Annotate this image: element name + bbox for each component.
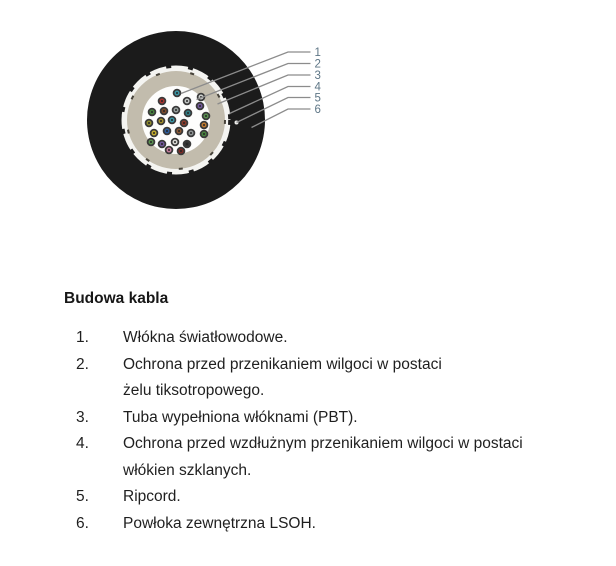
fiber-core bbox=[183, 122, 185, 124]
item-number: 5. bbox=[76, 488, 89, 505]
fiber-core bbox=[186, 143, 188, 145]
section-heading: Budowa kabla bbox=[64, 290, 169, 307]
item-text-line: Powłoka zewnętrzna LSOH. bbox=[123, 514, 316, 532]
item-number: 4. bbox=[76, 435, 89, 452]
fiber-core bbox=[161, 143, 163, 145]
fiber-core bbox=[148, 122, 150, 124]
fiber-core bbox=[186, 100, 188, 102]
callout-label: 2 bbox=[314, 58, 321, 71]
fiber-core bbox=[174, 141, 176, 143]
fiber-core bbox=[180, 150, 182, 152]
fiber-core bbox=[176, 92, 178, 94]
fiber-core bbox=[153, 132, 155, 134]
list-item bbox=[0, 431, 616, 484]
fiber-core bbox=[171, 119, 173, 121]
item-text-line: włókien szklanych. bbox=[123, 461, 252, 479]
list-item bbox=[0, 511, 616, 538]
callout-label: 6 bbox=[314, 104, 321, 116]
item-text bbox=[123, 511, 316, 538]
callout-label: 3 bbox=[314, 70, 321, 82]
fiber-core bbox=[203, 124, 205, 126]
fiber-core bbox=[168, 149, 170, 151]
item-text bbox=[123, 325, 288, 352]
item-text-line: Ochrona przed przenikaniem wilgoci w postaci bbox=[123, 355, 442, 373]
item-text-line: Ripcord. bbox=[123, 488, 181, 505]
item-number: 1. bbox=[76, 329, 89, 346]
cable-cross-section-diagram bbox=[0, 0, 616, 260]
fiber-core bbox=[163, 110, 165, 112]
construction-list bbox=[0, 325, 616, 537]
list-item bbox=[0, 352, 616, 405]
item-number: 6. bbox=[76, 514, 89, 532]
fiber-core bbox=[205, 115, 207, 117]
item-text-line: Tuba wypełniona włóknami (PBT). bbox=[123, 408, 358, 426]
item-number: 2. bbox=[76, 355, 89, 373]
list-item bbox=[0, 484, 616, 511]
item-text bbox=[123, 405, 358, 432]
fiber-core bbox=[150, 141, 152, 143]
fiber-core bbox=[151, 111, 153, 113]
fiber-core bbox=[203, 133, 205, 135]
item-text bbox=[123, 352, 442, 405]
list-item bbox=[0, 405, 616, 432]
callout-label: 5 bbox=[314, 92, 321, 105]
item-text bbox=[123, 431, 523, 484]
fiber-core bbox=[190, 132, 192, 134]
item-text bbox=[123, 484, 181, 511]
item-text-line: żelu tiksotropowego. bbox=[123, 382, 265, 399]
item-text-line: Włókna światłowodowe. bbox=[123, 329, 288, 346]
fiber-core bbox=[178, 130, 180, 132]
item-number: 3. bbox=[76, 408, 89, 426]
fiber-core bbox=[175, 109, 177, 111]
fiber-core bbox=[160, 120, 162, 122]
item-text-line: Ochrona przed wzdłużnym przenikaniem wilgoci w postaci bbox=[123, 435, 523, 452]
fiber-core bbox=[166, 130, 168, 132]
callout-label: 4 bbox=[314, 81, 321, 94]
fiber-core bbox=[161, 100, 163, 102]
list-item bbox=[0, 325, 616, 352]
fiber-core bbox=[187, 112, 189, 114]
callout-label: 1 bbox=[314, 47, 321, 59]
fiber-core bbox=[199, 105, 201, 107]
